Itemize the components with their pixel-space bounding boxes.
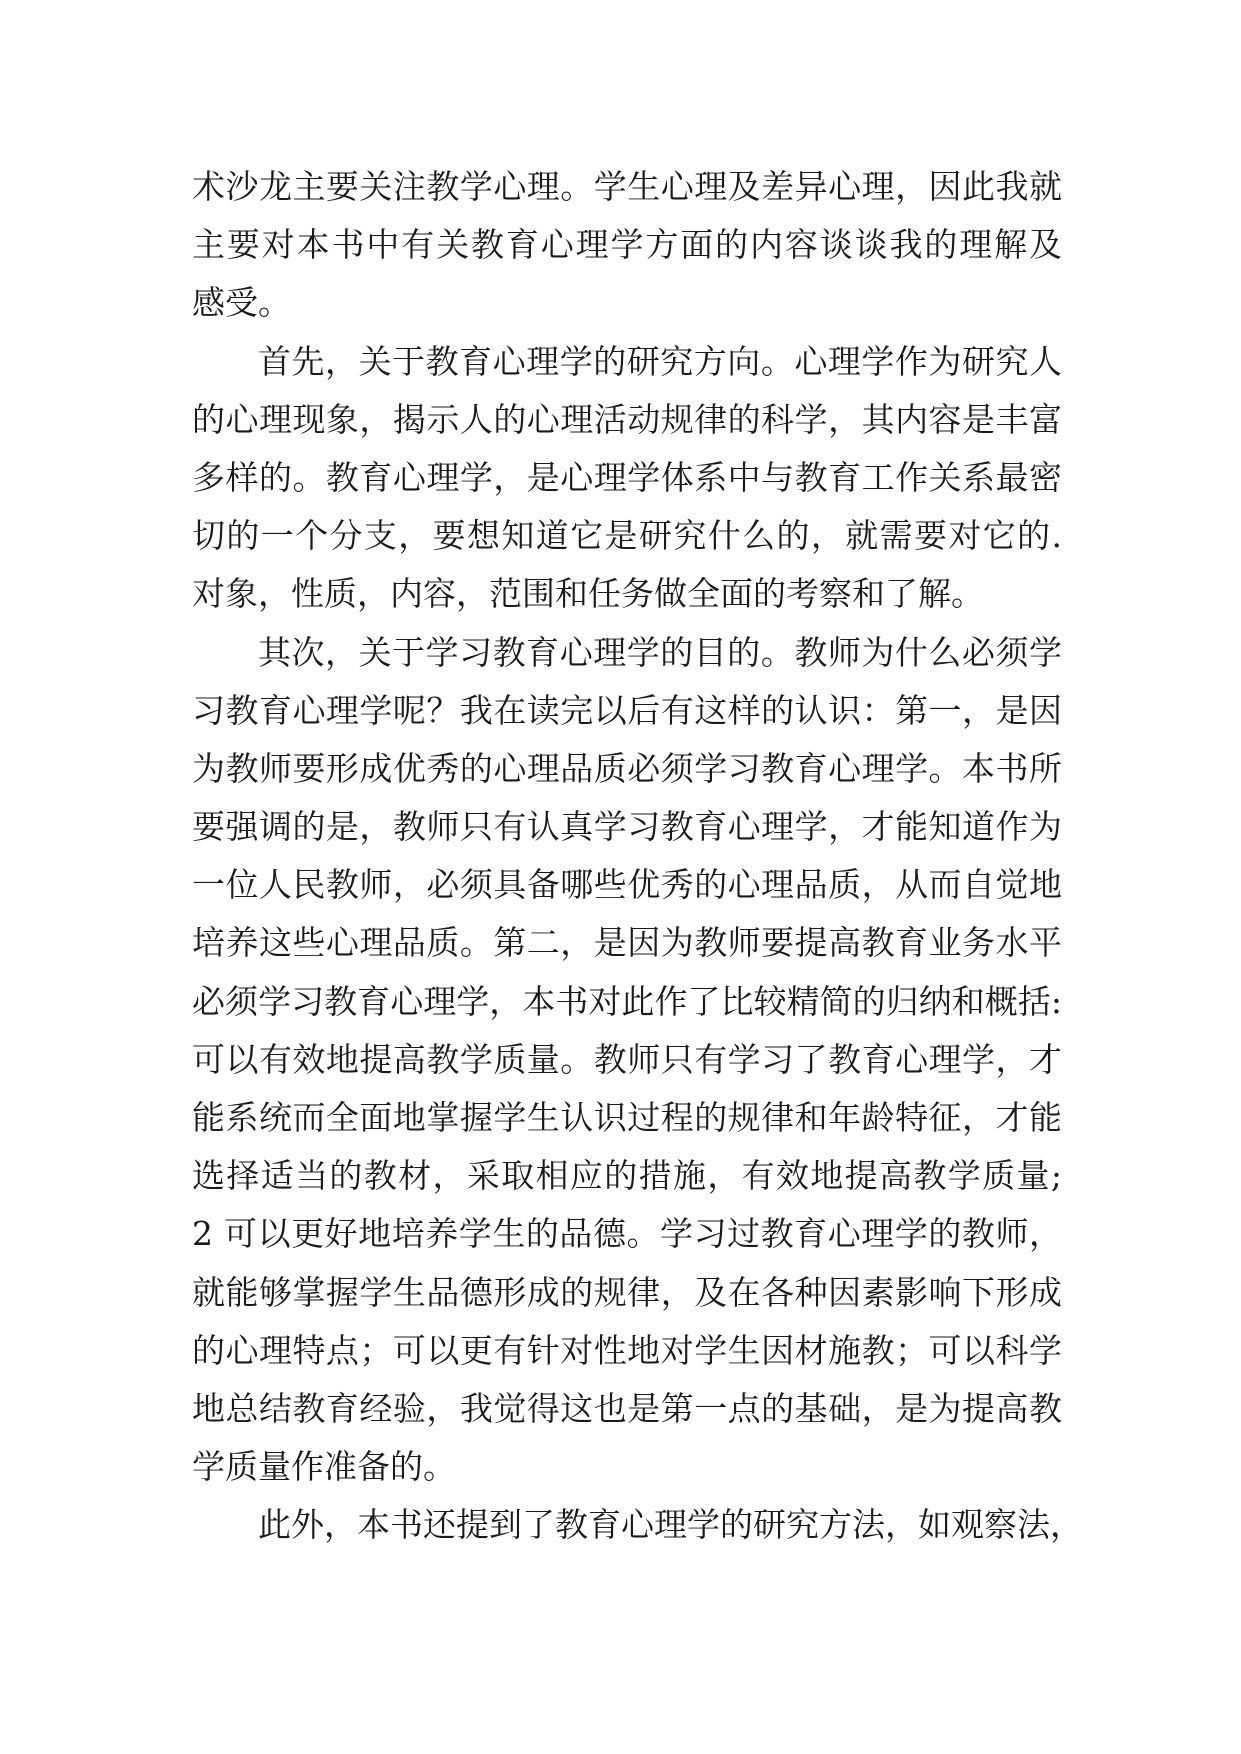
text-line: 要强调的是，教师只有认真学习教育心理学，才能知道作为 <box>192 807 1062 847</box>
text-line: 的心理特点；可以更有针对性地对学生因材施教；可以科学 <box>192 1330 1062 1370</box>
text-line: 术沙龙主要关注教学心理。学生心理及差异心理，因此我就 <box>192 167 1062 206</box>
text-line: 习教育心理学呢？我在读完以后有这样的认识：第一，是因 <box>192 690 1062 730</box>
text-line: 的心理现象，揭示人的心理活动规律的科学，其内容是丰富 <box>192 399 1062 439</box>
text-line: 能系统而全面地掌握学生认识过程的规律和年龄特征，才能 <box>192 1098 1062 1137</box>
text-line: 对象，性质，内容，范围和任务做全面的考察和了解。 <box>192 574 984 614</box>
text-line: 可以有效地提高教学质量。教师只有学习了教育心理学，才 <box>192 1039 1062 1079</box>
text-line: 培养这些心理品质。第二，是因为教师要提高教育业务水平 <box>192 923 1062 963</box>
text-line: 地总结教育经验，我觉得这也是第一点的基础，是为提高教 <box>192 1388 1062 1428</box>
document-body <box>192 158 1083 1555</box>
text-line: 选择适当的教材，采取相应的措施，有效地提高教学质量; <box>192 1156 1062 1196</box>
text-line: 主要对本书中有关教育心理学方面的内容谈谈我的理解及 <box>192 225 1062 265</box>
text-line: 此外，本书还提到了教育心理学的研究方法，如观察法， <box>258 1505 1083 1545</box>
text-line: 首先，关于教育心理学的研究方向。心理学作为研究人 <box>258 341 1062 381</box>
text-line: 多样的。教育心理学，是心理学体系中与教育工作关系最密 <box>192 457 1062 497</box>
text-line: 切的一个分支，要想知道它是研究什么的，就需要对它的. <box>192 516 1062 556</box>
text-line: 一位人民教师，必须具备哪些优秀的心理品质，从而自觉地 <box>192 865 1062 905</box>
text-line: 其次，关于学习教育心理学的目的。教师为什么必须学 <box>258 632 1062 672</box>
text-line: 学质量作准备的。 <box>192 1447 456 1487</box>
text-line: 2 可以更好地培养学生的品德。学习过教育心理学的教师， <box>192 1214 1062 1254</box>
text-line: 为教师要形成优秀的心理品质必须学习教育心理学。本书所 <box>192 748 1062 788</box>
text-line: 感受。 <box>192 283 291 323</box>
text-line: 必须学习教育心理学，本书对此作了比较精简的归纳和概括: <box>192 981 1062 1021</box>
text-line: 就能够掌握学生品德形成的规律，及在各种因素影响下形成 <box>192 1272 1062 1312</box>
